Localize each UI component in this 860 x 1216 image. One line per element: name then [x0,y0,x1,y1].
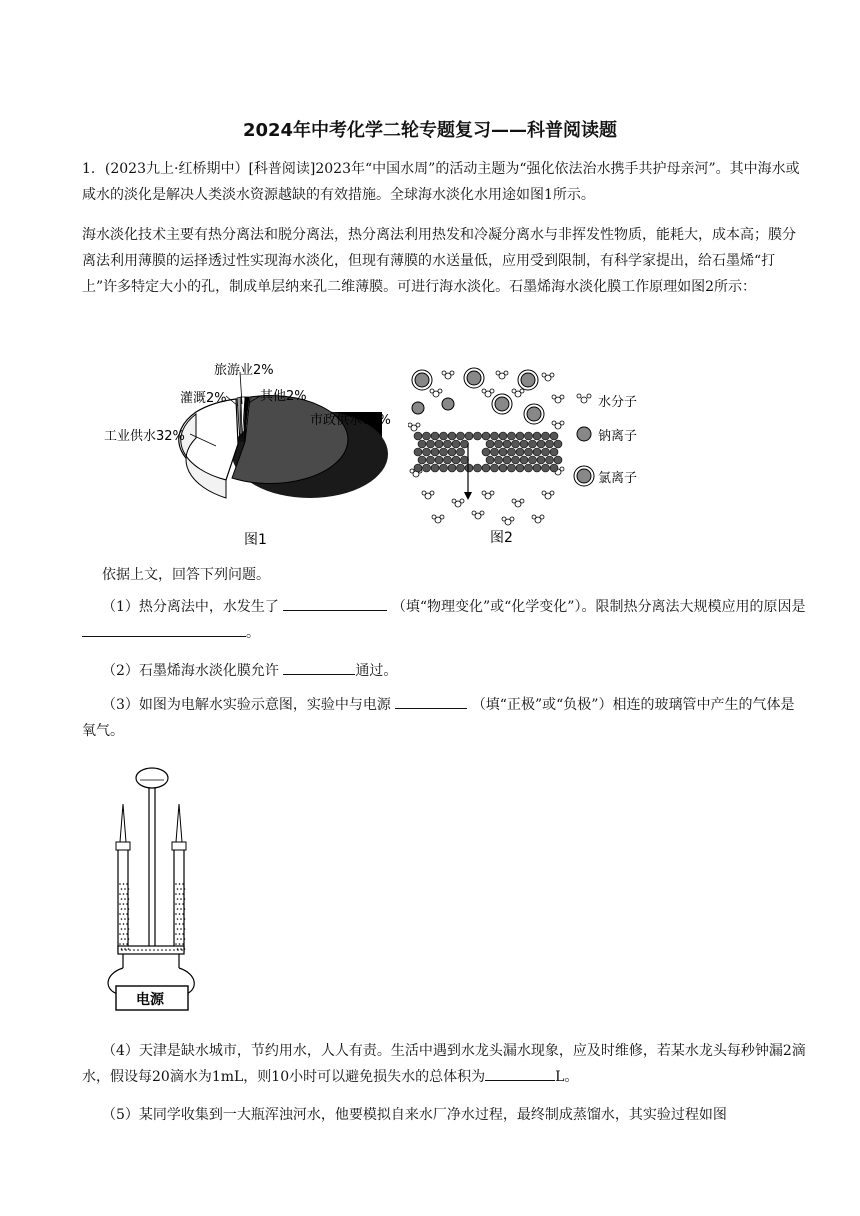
water-dot [184,928,186,930]
graphene-atom [444,440,452,448]
water-dot [153,949,155,951]
graphene-atom [440,448,448,456]
water-dot [149,949,151,951]
graphene-atom [482,448,490,456]
funnel-bulb [136,768,168,788]
graphene-atom [529,456,537,464]
water-dot [119,933,121,935]
water-dot [124,898,126,900]
water-molecule [472,511,484,519]
graphene-atom [435,440,443,448]
water-dot [121,888,123,890]
graphene-atom [482,464,490,472]
water-dot [182,883,184,885]
graphene-atom [512,456,520,464]
figure-2-membrane-diagram [408,364,658,553]
graphene-atom [499,432,507,440]
water-dot [184,898,186,900]
graphene-atom [465,432,473,440]
water-dot [123,933,125,935]
right-glass-tube [174,848,184,952]
graphene-atom [525,464,533,472]
water-molecule [442,371,454,379]
water-dot [145,949,147,951]
water-molecule [482,491,494,499]
graphene-atom [503,456,511,464]
chloride-ion-core [495,397,509,411]
water-dot [173,949,175,951]
water-dot [123,923,125,925]
water-molecule [452,499,464,507]
water-dot [124,918,126,920]
water-dot [177,888,179,890]
water-dot [119,943,121,945]
graphene-atom [533,432,541,440]
graphene-atom [448,432,456,440]
legend-water-label: 水分子 [598,395,638,410]
figure-1-pie-chart [100,352,400,556]
water-dot [182,923,184,925]
graphene-atom [414,432,422,440]
water-dot [180,918,182,920]
figure-2-caption: 图2 [490,530,513,546]
flow-arrow-head [464,492,472,500]
water-dot [123,903,125,905]
water-dot [182,943,184,945]
read-prompt: 依据上文，回答下列问题。 [102,567,270,583]
sub-question-1-text-c: 。 [246,625,260,641]
membrane-particles [408,368,564,525]
chloride-ion-core [415,373,429,387]
water-dot [182,933,184,935]
sub-question-4-text-b: L。 [555,1069,579,1085]
water-dot [119,913,121,915]
pie-label: 其他2% [260,389,307,404]
chloride-ion-core [467,371,481,385]
water-dot [141,949,143,951]
question-1-intro: 1．(2023九上·红桥期中）[科普阅读]2023年“中国水周”的活动主题为“强化依法治水携手共护母亲河”。其中海水或咸水的淡化是解决人类淡水资源越缺的有效措施。全球海水淡化水用途如图1所示。 [82,161,800,203]
graphene-atom [440,464,448,472]
water-dot [124,908,126,910]
water-dot [126,923,128,925]
water-dot [121,908,123,910]
sub-question-3-text-a: （3）如图为电解水实验示意图，实验中与电源 [102,697,391,713]
water-dot [175,933,177,935]
sub-question-1-text-b: （填“物理变化”或“化学变化”）。限制热分离法大规模应用的原因是 [391,599,806,615]
water-dot [177,928,179,930]
water-dot [180,938,182,940]
water-dot [175,943,177,945]
graphene-atom [457,448,465,456]
water-dot [177,898,179,900]
graphene-atom [435,456,443,464]
graphene-atom [474,464,482,472]
water-dot [175,913,177,915]
water-dot [182,913,184,915]
water-molecule [482,389,494,397]
chloride-ion-core [521,373,535,387]
answer-blank-5[interactable] [485,1064,555,1081]
legend-chloride-ion-icon [577,469,591,483]
water-molecule [542,491,554,499]
water-dot [175,893,177,895]
water-dot [121,949,123,951]
water-molecule [408,423,420,431]
water-dot [179,893,181,895]
legend-chloride-label: 氯离子 [598,471,638,486]
graphene-atom [414,464,422,472]
water-dot [133,949,135,951]
graphene-atom [554,456,562,464]
water-dot [184,908,186,910]
water-molecule [552,421,564,429]
sub-question-2-text-a: （2）石墨烯海水淡化膜允许 [102,663,279,679]
water-dot [123,943,125,945]
water-dot [126,903,128,905]
water-molecule [542,373,554,381]
water-molecule [502,517,514,525]
graphene-atom [537,456,545,464]
graphene-atom [542,464,550,472]
graphene-atom [491,432,499,440]
graphene-atom [448,464,456,472]
graphene-atom [427,440,435,448]
sub-question-1-text-a: （1）热分离法中，水发生了 [102,599,279,615]
water-molecule [512,389,524,397]
legend-sodium-ion-icon [577,427,591,441]
legend-sodium-label: 钠离子 [598,429,638,444]
pie-chart-svg [100,352,400,552]
graphene-atom [554,440,562,448]
power-source-label: 电源 [136,992,164,1008]
water-dot [126,943,128,945]
graphene-atom [546,440,554,448]
water-dot [119,893,121,895]
water-dot [119,923,121,925]
water-dot [180,928,182,930]
graphene-atom [486,456,494,464]
graphene-atom [550,448,558,456]
water-dot [128,938,130,940]
water-dot [184,918,186,920]
graphene-atom [448,448,456,456]
water-dot [179,913,181,915]
pie-label: 工业供水32% [104,429,185,444]
water-dot [177,918,179,920]
graphene-atom [423,448,431,456]
graphene-atom [516,448,524,456]
answer-blank-4[interactable] [395,692,467,709]
graphene-atom [452,456,460,464]
graphene-atom [474,432,482,440]
graphene-atom [525,448,533,456]
water-dot [128,888,130,890]
graphene-atom [418,456,426,464]
question-1-passage: 海水淡化技术主要有热分离法和脱分离法，热分离法利用热发和冷凝分离水与非挥发性物质，能耗大，成本高；膜分离法利用薄膜的运择透过性实现海水淡化，但现有薄膜的水送量低，应用受到限制，有科学家提出，给石墨烯“打上”许多特定大小的孔，制成单层纳来孔二维薄膜。可进行海水淡化。石墨烯海水淡化膜工作原理如图2所示： [82,227,796,295]
sub-question-3 [82,692,808,744]
graphene-atom [499,448,507,456]
water-dot [124,888,126,890]
sub-question-2 [82,658,808,684]
water-molecule [432,515,444,523]
water-dot [128,928,130,930]
water-dot [124,928,126,930]
water-dot [184,948,186,950]
graphene-atom [418,440,426,448]
water-molecule [532,515,544,523]
graphene-atom [520,456,528,464]
water-dot [179,923,181,925]
graphene-atom [550,464,558,472]
water-dot [137,949,139,951]
graphene-atom [542,432,550,440]
sub-question-4-text-a: （4）天津是缺水城市，节约用水，人人有责。生活中遇到水龙头漏水现象，应及时维修，若某水龙头每秒钟漏2滴水，假设每20滴水为1mL，则10小时可以避免损失水的总体积为 [82,1043,806,1085]
water-dot [121,938,123,940]
water-molecule [552,395,564,403]
graphene-atom [465,464,473,472]
graphene-atom [427,456,435,464]
water-dot [177,949,179,951]
water-dot [128,898,130,900]
graphene-atom [452,440,460,448]
water-dot [123,893,125,895]
water-dot [123,883,125,885]
graphene-atom [495,440,503,448]
water-dot [182,893,184,895]
graphene-atom [512,440,520,448]
water-dot [179,883,181,885]
left-valve [116,842,130,850]
graphene-atom [516,432,524,440]
page-title: 2024年中考化学二轮专题复习——科普阅读题 [242,120,618,141]
graphene-atom [423,464,431,472]
water-dot [169,949,171,951]
sub-question-1 [82,594,808,646]
membrane-svg [408,364,658,549]
water-dot [121,928,123,930]
graphene-atom [516,464,524,472]
graphene-atom [533,448,541,456]
sub-question-5: （5）某同学收集到一大瓶浑浊河水，他要模拟自来水厂净水过程，最终制成蒸馏水，其实验过程如图 [102,1107,727,1123]
chloride-ion-core [527,407,541,421]
left-nozzle [120,804,126,842]
water-dot [181,949,183,951]
right-nozzle [176,804,182,842]
water-dot [180,888,182,890]
graphene-atom [440,432,448,440]
graphene-atom [491,448,499,456]
water-dot [121,918,123,920]
graphene-atom [508,464,516,472]
graphene-atom [431,448,439,456]
legend-water-molecule-icon [577,394,591,403]
water-dot [180,908,182,910]
graphene-atom [529,440,537,448]
graphene-atom [508,432,516,440]
water-dot [179,903,181,905]
water-dot [175,883,177,885]
graphene-atom [431,464,439,472]
graphene-atom [525,432,533,440]
graphene-atom [495,456,503,464]
graphene-atom [457,464,465,472]
water-dot [177,938,179,940]
graphene-atom [431,432,439,440]
water-dot [124,938,126,940]
graphene-atom [461,456,469,464]
pie-label: 灌溉2% [180,391,227,406]
water-dot [165,949,167,951]
water-dot [125,949,127,951]
water-dot [175,923,177,925]
water-dot [123,913,125,915]
sub-question-4 [82,1038,808,1090]
graphene-atom [537,440,545,448]
water-dot [157,949,159,951]
graphene-atom [503,440,511,448]
water-dot [182,903,184,905]
answer-blank-3[interactable] [283,658,355,675]
water-dot [180,898,182,900]
water-dot [179,943,181,945]
sub-question-2-text-b: 通过。 [355,663,398,679]
water-dot [184,888,186,890]
graphene-atom [444,456,452,464]
water-dot [128,918,130,920]
graphene-atom [423,432,431,440]
water-dot [119,903,121,905]
water-molecule [422,491,434,499]
water-dot [119,883,121,885]
answer-blank-2[interactable] [82,620,246,637]
graphene-atom [550,432,558,440]
water-dot [161,949,163,951]
water-dot [126,893,128,895]
figure-1-caption: 图1 [244,532,267,548]
graphene-atom [508,448,516,456]
figure-3-electrolysis-apparatus [100,764,210,1022]
water-dot [128,908,130,910]
graphene-atom [461,440,469,448]
water-dot [177,908,179,910]
left-glass-tube [118,848,128,952]
right-valve [172,842,186,850]
pie-label: 市政供水62% [310,413,391,428]
water-dot [184,938,186,940]
water-dot [175,903,177,905]
graphene-atom [491,464,499,472]
graphene-atom [482,432,490,440]
water-dot [126,933,128,935]
graphene-atom [499,464,507,472]
graphene-atom [533,464,541,472]
water-dot [126,883,128,885]
water-dot [179,933,181,935]
graphene-atom [520,440,528,448]
water-dot [129,949,131,951]
water-molecule [512,499,524,507]
water-dot [126,913,128,915]
graphene-atom [486,440,494,448]
sub-question-3-text-b: （填“正极”或“负极”）相连的玻璃管中产生的气体是氧气。 [82,697,795,739]
water-dot [128,948,130,950]
sodium-ion [412,402,424,414]
answer-blank-1[interactable] [283,594,387,611]
graphene-atom [546,456,554,464]
sodium-ion [442,398,454,410]
graphene-atom [457,432,465,440]
water-molecule [430,389,442,397]
water-dot [121,898,123,900]
electrolysis-svg [100,764,210,1018]
graphene-atom [542,448,550,456]
water-molecule [496,371,508,379]
graphene-atom [414,448,422,456]
pie-label: 旅游业2% [214,363,274,378]
